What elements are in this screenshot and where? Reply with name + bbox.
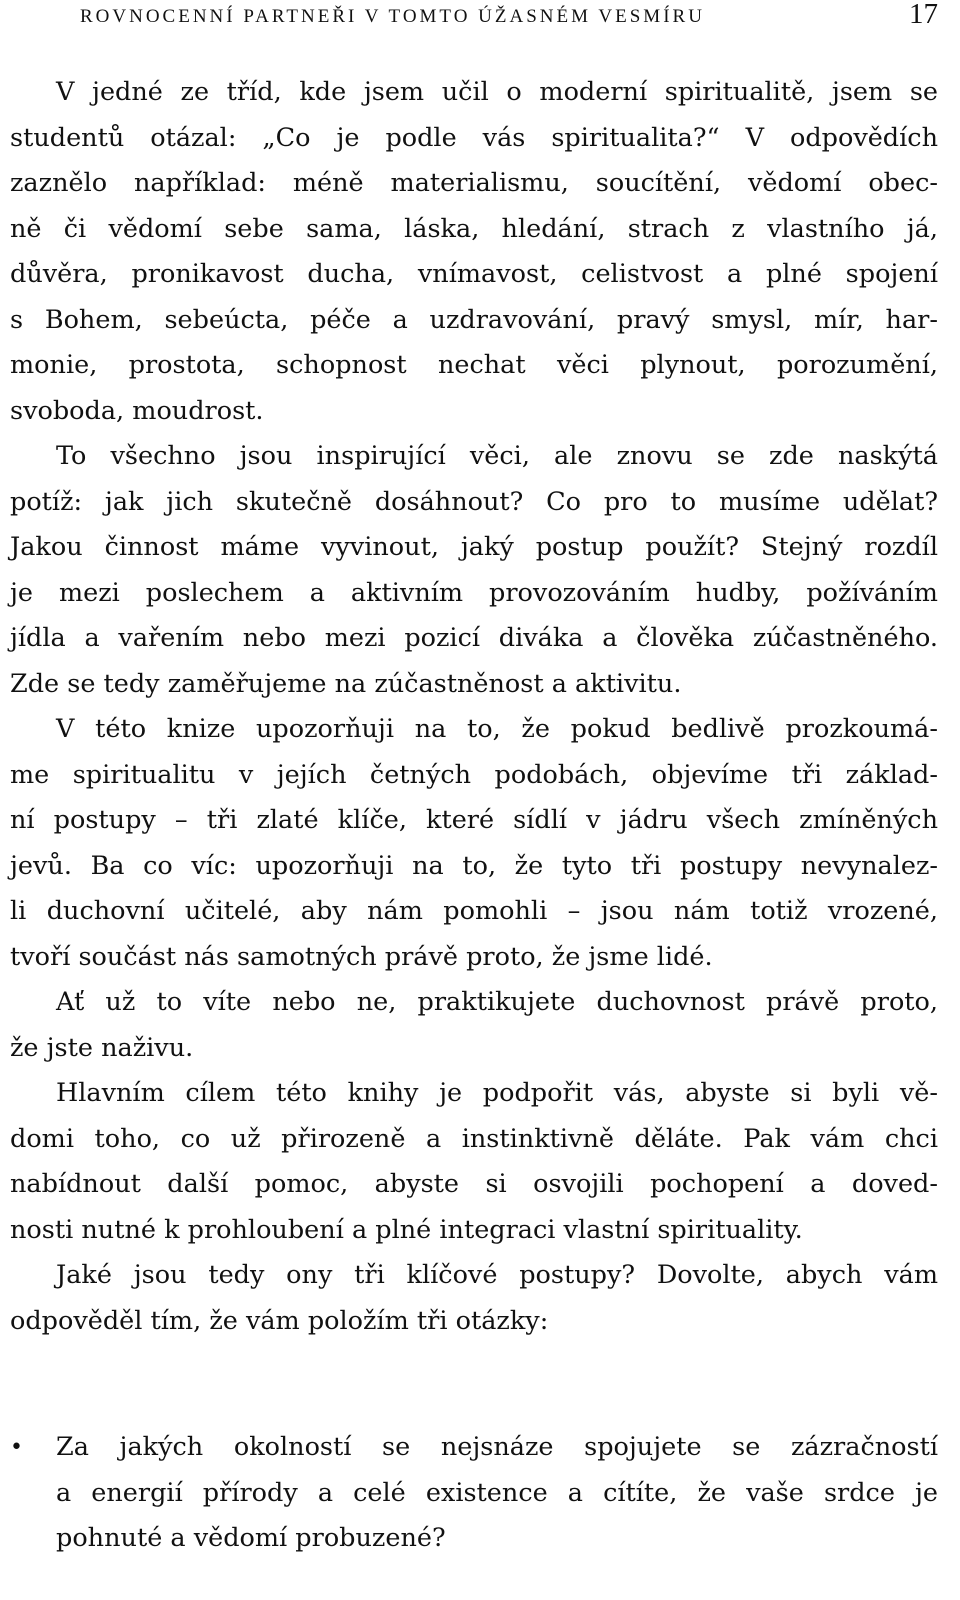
bullet-list — [10, 1425, 938, 1562]
text-line: odpověděl tím, že vám položím tři otázky: — [10, 1305, 549, 1336]
text-line: jídla a vařením nebo mezi pozicí diváka a člověka zúčastněného. — [10, 623, 938, 653]
paragraph-1 — [10, 70, 938, 434]
paragraph-6 — [10, 1253, 938, 1344]
body-text — [10, 70, 938, 1344]
text-line: V jedné ze tříd, kde jsem učil o moderní spiritualitě, jsem se — [56, 77, 938, 107]
text-line: monie, prostota, schopnost nechat věci plynout, porozumění, — [10, 350, 938, 380]
text-line: Za jakých okolností se nejsnáze spojujete se zázračností — [56, 1432, 938, 1462]
running-title: ROVNOCENNÍ PARTNEŘI V TOMTO ÚŽASNÉM VESMÍRU — [80, 6, 705, 27]
text-line: svoboda, moudrost. — [10, 395, 264, 426]
text-line: ně či vědomí sebe sama, láska, hledání, strach z vlastního já, — [10, 213, 938, 244]
paragraph-4 — [10, 980, 938, 1071]
text-line: pohnuté a vědomí probuzené? — [56, 1523, 446, 1553]
text-line: Jakou činnost máme vyvinout, jaký postup použít? Stejný rozdíl — [10, 532, 938, 562]
text-line: tvoří součást nás samotných právě proto, že jsme lidé. — [10, 941, 713, 972]
text-line: potíž: jak jich skutečně dosáhnout? Co pro to musíme udělat? — [10, 486, 938, 517]
book-page — [10, 0, 938, 1600]
text-line: zaznělo například: méně materialismu, soucítění, vědomí obec- — [10, 168, 938, 198]
text-line: jevů. Ba co víc: upozorňuji na to, že tyto tři postupy nevynalez- — [10, 850, 938, 881]
paragraph-2 — [10, 434, 938, 707]
text-line: je mezi poslechem a aktivním provozováním hudby, požíváním — [10, 577, 938, 608]
paragraph-3 — [10, 707, 938, 980]
text-line: To všechno jsou inspirující věci, ale znovu se zde naskýtá — [56, 441, 938, 471]
text-line: studentů otázal: „Co je podle vás spiritualita?“ V odpovědích — [10, 122, 938, 153]
text-line: domi toho, co už přirozeně a instinktivně děláte. Pak vám chci — [10, 1123, 938, 1154]
text-line: Jaké jsou tedy ony tři klíčové postupy? Dovolte, abych vám — [56, 1260, 938, 1290]
text-line: li duchovní učitelé, aby nám pomohli – jsou nám totiž vrozené, — [10, 896, 938, 926]
text-line: že jste naživu. — [10, 1032, 194, 1063]
text-line: nabídnout další pomoc, abyste si osvojili pochopení a doved- — [10, 1169, 938, 1199]
text-line: s Bohem, sebeúcta, péče a uzdravování, pravý smysl, mír, har- — [10, 304, 938, 335]
text-line: Ať už to víte nebo ne, praktikujete duchovnost právě proto, — [56, 987, 938, 1017]
text-line: důvěra, pronikavost ducha, vnímavost, celistvost a plné spojení — [10, 259, 938, 289]
text-line: a energií přírody a celé existence a cítíte, že vaše srdce je — [56, 1477, 938, 1508]
text-line: ní postupy – tři zlaté klíče, které sídlí v jádru všech zmíněných — [10, 805, 938, 835]
text-line: nosti nutné k prohloubení a plné integraci vlastní spirituality. — [10, 1214, 803, 1245]
text-line: me spiritualitu v jejích četných podobách, objevíme tři základ- — [10, 759, 938, 790]
text-line: Zde se tedy zaměřujeme na zúčastněnost a aktivitu. — [10, 668, 682, 699]
running-header — [10, 2, 938, 32]
bullet-icon: • — [10, 1435, 23, 1460]
list-item — [10, 1425, 938, 1562]
text-line: V této knize upozorňuji na to, že pokud bedlivě prozkoumá- — [56, 714, 938, 744]
paragraph-5 — [10, 1071, 938, 1253]
page-number: 17 — [909, 0, 938, 30]
text-line: Hlavním cílem této knihy je podpořit vás, abyste si byli vě- — [56, 1078, 938, 1108]
